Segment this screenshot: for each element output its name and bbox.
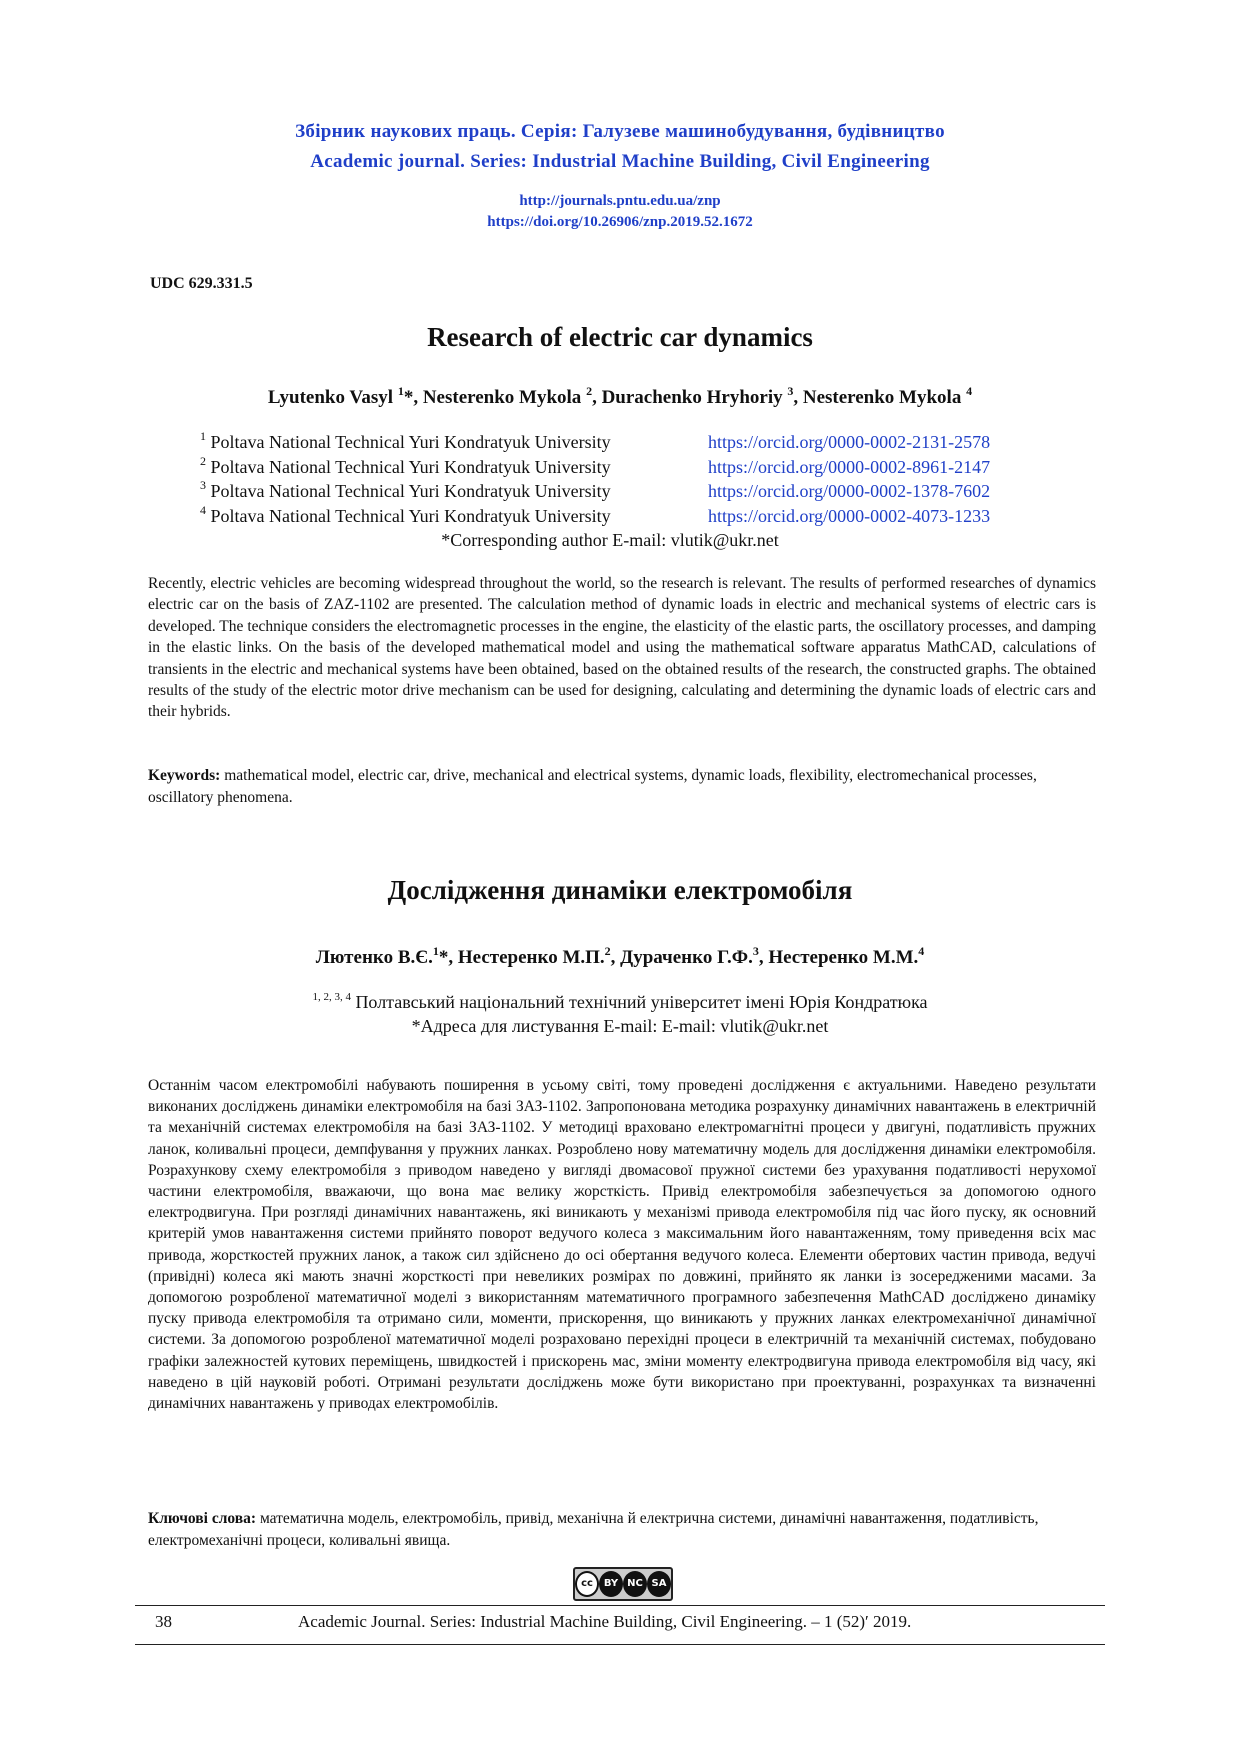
- author-sep: *,: [403, 387, 423, 408]
- abstract-ua: Останнім часом електромобілі набувають поширення в усьому світі, тому проведені дослідження є актуальними. Наведено результати виконаних досліджень динаміки електромобіля на базі ЗАЗ-1102. Запропонована методика розрахунку динамічних навантажень в електричній та механічній системах електромобіля на базі ЗАЗ-1102. У методиці враховано електромагнітні процеси у двигуні, податливість пружних ланок, коливальні процеси, демпфування у пружних ланках. Розроблено нову математичну модель для дослідження динаміки електромобіля. Розрахункову схему електромобіля з приводом наведено у вигляді двомасової пружної системи без урахування податливості нерухомої частини електромобіля, вважаючи, що вона має велику жорсткість. Привід електромобіля забезпечується за допомогою одного електродвигуна. При розгляді динамічних навантажень, які виникають у механізмі привода електромобіля під час його пуску, як основний критерій умов навантаження системи прийнято поворот ведучого колеса з максимальним його навантаженням, тому приведення всіх мас привода, жорсткостей пружних ланок, а також сил здійснено до осі обертання ведучого колеса. Елементи обертових частин привода, ведучі (привідні) колеса які мають значні жорсткості при невеликих розмірах по довжині, прийнято як ланки із зосередженими масами. За допомогою розробленої математичної моделі з використанням математичного програмного забезпечення MathCAD досліджено динаміку пуску привода електромобіля та отримано сили, моменти, прискорення, що виникають у пружних ланках електромеханічної динамічної системи. За допомогою розробленої математичної моделі розраховано перехідні процеси в електричній та механічній системах, побудовано графіки залежностей кутових переміщень, швидкостей і прискорень мас, зміни моменту електродвигуна привода електромобіля від часу, які наведено в цій науковій роботі. Отримані результати досліджень може бути використано при проектуванні, розрахунках та визначенні динамічних навантажень у приводах електромобілів.: [148, 1077, 1096, 1413]
- affiliation-sup: 1, 2, 3, 4: [312, 991, 351, 1003]
- keywords-ua: [148, 1508, 1096, 1552]
- author-sup: 2: [586, 384, 593, 398]
- affiliation-org: Poltava National Technical Yuri Kondratyuk University: [206, 456, 611, 477]
- author-name: Дураченко Г.Ф.: [620, 947, 753, 968]
- paper-title-en: Research of electric car dynamics: [427, 322, 813, 352]
- keywords-label: Ключові слова:: [148, 1510, 257, 1527]
- author-sep: ,: [610, 947, 621, 968]
- author-sup: 4: [966, 384, 973, 398]
- orcid-link[interactable]: https://orcid.org/0000-0002-8961-2147: [708, 456, 991, 477]
- journal-header: [0, 117, 1240, 177]
- affiliation-ua: [0, 990, 1240, 1038]
- author-name: Durachenko Hryhoriy: [601, 387, 788, 408]
- orcid-link[interactable]: https://orcid.org/0000-0002-1378-7602: [708, 481, 991, 501]
- journal-links: [0, 191, 1240, 233]
- authors-ua: [0, 944, 1240, 969]
- author-sep: ,: [592, 387, 602, 408]
- doi-link[interactable]: https://doi.org/10.26906/znp.2019.52.1672: [487, 214, 753, 230]
- affiliation-row: [200, 455, 1060, 480]
- author-sup: 3: [787, 384, 794, 398]
- sa-icon: SA: [647, 1571, 671, 1597]
- journal-title-en: Academic journal. Series: Industrial Machine Building, Civil Engineering: [310, 151, 930, 172]
- author-sep: *,: [438, 947, 458, 968]
- orcid-link[interactable]: https://orcid.org/0000-0002-4073-1233: [708, 505, 991, 526]
- page-number: 38: [155, 1612, 172, 1631]
- author-sup: 4: [918, 944, 925, 958]
- journal-title-ua: Збірник наукових праць. Серія: Галузеве машинобудування, будівництво: [295, 121, 945, 142]
- by-icon: BY: [599, 1571, 623, 1597]
- author-sup: 1: [397, 384, 404, 398]
- cc-icon: cc: [575, 1571, 599, 1597]
- authors-en: [0, 384, 1240, 409]
- keywords-text: математична модель, електромобіль, привід, механічна й електрична системи, динамічні навантаження, податливість, електромеханічні процеси, коливальні явища.: [148, 1510, 1039, 1549]
- corresponding-author-ua: *Адреса для листування E-mail: E-mail: vlutik@ukr.net: [411, 1016, 829, 1036]
- footer-rule-top: [135, 1605, 1105, 1606]
- cc-by-nc-sa-icon: [573, 1567, 673, 1601]
- affiliation-org: Poltava National Technical Yuri Kondratyuk University: [206, 481, 611, 501]
- orcid-link[interactable]: https://orcid.org/0000-0002-2131-2578: [708, 432, 991, 452]
- author-name: Нестеренко М.П.: [457, 947, 605, 968]
- udc-code: UDC 629.331.5: [150, 275, 253, 292]
- affiliations-en: [200, 430, 1060, 552]
- author-sep: ,: [758, 947, 769, 968]
- author-sep: ,: [793, 387, 803, 408]
- abstract-en: Recently, electric vehicles are becoming widespread throughout the world, so the research is relevant. The results of performed researches of dynamics electric car on the basis of ZAZ-1102 are presented. The calculation method of dynamic loads in electric and mechanical systems of electric cars is developed. The technique considers the electromagnetic processes in the engine, the elasticity of the elastic parts, the oscillatory processes, and damping in the elastic links. On the basis of the developed mathematical model and using the mathematical software apparatus MathCAD, calculations of transients in the electric and mechanical systems have been obtained, based on the obtained results of the research, the constructed graphs. The obtained results of the study of the electric motor drive mechanism can be used for designing, calculating and determining the dynamic loads of electric cars and their hybrids.: [148, 575, 1096, 721]
- affiliation-sup: 3: [200, 478, 206, 492]
- affiliation-org: Poltava National Technical Yuri Kondratyuk University: [206, 432, 611, 452]
- keywords-text: mathematical model, electric car, drive, mechanical and electrical systems, dynamic loads, flexibility, electromechanical processes, oscillatory phenomena.: [148, 767, 1037, 806]
- affiliation-row: [200, 479, 1060, 504]
- author-name: Лютенко В.Є.: [315, 947, 433, 968]
- author-sup: 3: [752, 944, 759, 958]
- author-name: Nesterenko Mykola: [422, 387, 587, 408]
- paper-title-ua: Дослідження динаміки електромобіля: [387, 875, 853, 905]
- affiliation-sup: 4: [200, 502, 206, 517]
- affiliation-org: Poltava National Technical Yuri Kondratyuk University: [206, 505, 611, 526]
- affiliation-org: Полтавський національний технічний університет імені Юрія Кондратюка: [350, 992, 928, 1012]
- keywords-en: [148, 765, 1096, 809]
- affiliation-sup: 2: [200, 453, 206, 468]
- footer-journal-citation: Academic Journal. Series: Industrial Machine Building, Civil Engineering. – 1 (52)′ 2019.: [298, 1612, 912, 1631]
- footer-rule-bottom: [135, 1644, 1105, 1645]
- author-name: Nesterenko Mykola: [802, 387, 967, 408]
- author-sup: 1: [432, 944, 439, 958]
- corresponding-author-en: *Corresponding author E-mail: vlutik@ukr.net: [441, 530, 779, 550]
- affiliation-row: [200, 504, 1060, 529]
- keywords-label: Keywords:: [148, 767, 221, 784]
- affiliation-sup: 1: [200, 429, 206, 443]
- author-name: Нестеренко М.М.: [768, 947, 919, 968]
- journal-url-link[interactable]: http://journals.pntu.edu.ua/znp: [519, 193, 721, 209]
- author-sup: 2: [604, 944, 611, 958]
- affiliation-row: [200, 430, 1060, 455]
- author-name: Lyutenko Vasyl: [267, 387, 398, 408]
- nc-icon: NC: [623, 1571, 647, 1597]
